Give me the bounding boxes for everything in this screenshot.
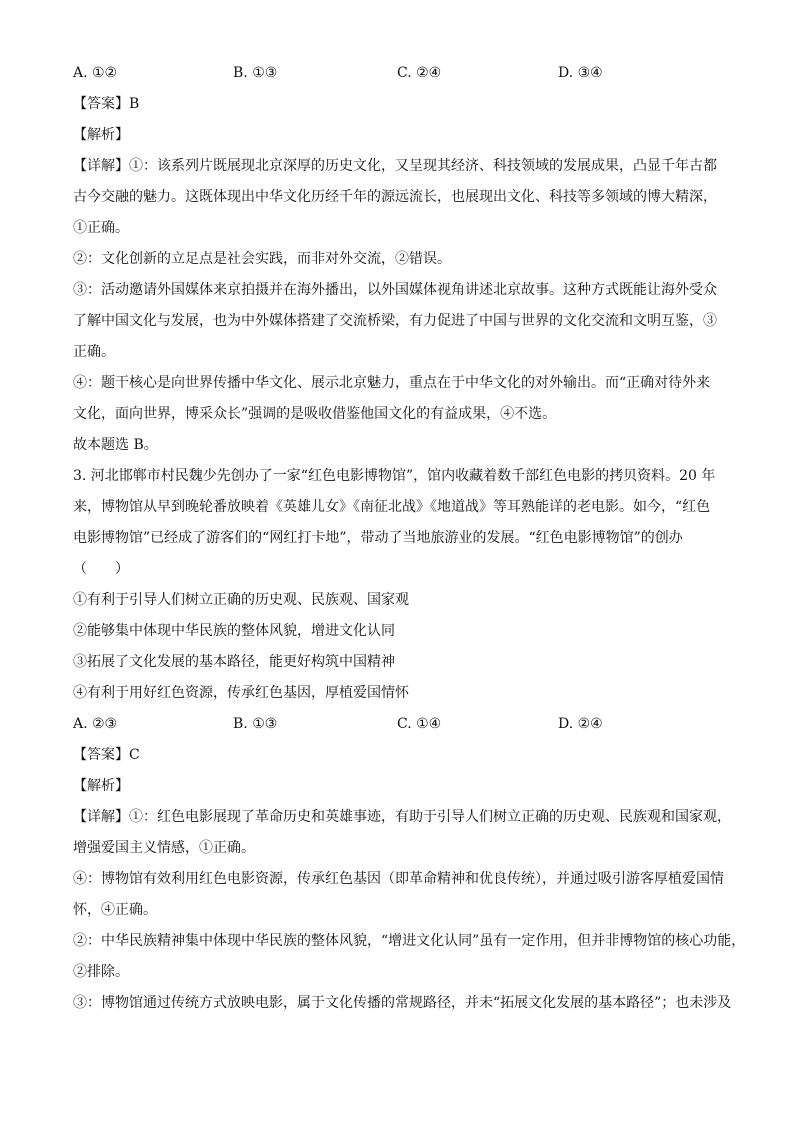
q3-option-d: D. ②④ bbox=[558, 716, 603, 732]
q3-stem-blank: （ ） bbox=[73, 561, 129, 577]
q3-statement: ③拓展了文化发展的基本路径，能更好构筑中国精神 bbox=[73, 654, 395, 670]
q2-detail-line: 正确。 bbox=[73, 344, 115, 360]
q3-statement: ②能够集中体现中华民族的整体风貌，增进文化认同 bbox=[73, 623, 395, 639]
q2-detail-line: 了解中国文化与发展，也为中外媒体搭建了交流桥梁，有力促进了中国与世界的文化交流和文明互鉴，③ bbox=[73, 313, 717, 329]
q2-detail-line: 文化，面向世界，博采众长”强调的是吸收借鉴他国文化的有益成果，④不选。 bbox=[73, 406, 557, 422]
q2-analysis-tag: 【解析】 bbox=[73, 127, 129, 143]
q2-detail-line: ②：文化创新的立足点是社会实践，而非对外交流，②错误。 bbox=[73, 251, 451, 267]
q2-detail-line: 【详解】①：该系列片既展现北京深厚的历史文化，又呈现其经济、科技领域的发展成果，凸显千年古都 bbox=[73, 158, 717, 174]
q3-detail-line: ②排除。 bbox=[73, 964, 129, 980]
q2-conclusion: 故本题选 B。 bbox=[73, 437, 158, 453]
detail-tag: 【详解】 bbox=[73, 158, 129, 174]
q3-detail-line: 增强爱国主义情感，①正确。 bbox=[73, 840, 255, 856]
q3-detail-line: ②：中华民族精神集中体现中华民族的整体风貌，“增进文化认同”虽有一定作用，但并非博物馆的核心功能， bbox=[73, 933, 746, 949]
answer-value: B bbox=[129, 96, 140, 112]
q3-detail-line: ③：博物馆通过传统方式放映电影，属于文化传播的常规路径，并未“拓展文化发展的基本路径”；也未涉及 bbox=[73, 995, 732, 1011]
q2-detail-line: ④：题干核心是向世界传播中华文化、展示北京魅力，重点在于中华文化的对外输出。而“正确对待外来 bbox=[73, 375, 711, 391]
q2-detail-line: 古今交融的魅力。这既体现出中华文化历经千年的源远流长，也展现出文化、科技等多领域的博大精深， bbox=[73, 189, 717, 205]
q3-option-b: B. ①③ bbox=[233, 716, 278, 732]
answer-tag: 【答案】 bbox=[73, 96, 129, 112]
q3-stem-line: 3. 河北邯郸市村民魏少先创办了一家“红色电影博物馆”，馆内收藏着数千部红色电影的拷贝资料。20 年 bbox=[73, 468, 716, 484]
q2-option-c: C. ②④ bbox=[397, 65, 442, 81]
q3-stem-line: 电影博物馆”已经成了游客们的“网红打卡地”，带动了当地旅游业的发展。“红色电影博物馆”的创办 bbox=[73, 530, 683, 546]
q3-answer bbox=[73, 740, 733, 771]
q3-stem-line: 来，博物馆从早到晚轮番放映着《英雄儿女》《南征北战》《地道战》等耳熟能详的老电影。如今，“红色 bbox=[73, 499, 711, 515]
q3-statement: ④有利于用好红色资源，传承红色基因，厚植爱国情怀 bbox=[73, 685, 409, 701]
q3-option-c: C. ①④ bbox=[397, 716, 442, 732]
q2-option-b: B. ①③ bbox=[233, 65, 278, 81]
q3-detail-line: ④：博物馆有效利用红色电影资源，传承红色基因（即革命精神和优良传统），并通过吸引游客厚植爱国情 bbox=[73, 871, 724, 887]
document-page bbox=[73, 58, 746, 1019]
q2-options bbox=[73, 58, 733, 89]
q3-detail-line: 怀，④正确。 bbox=[73, 902, 157, 918]
q3-analysis-tag: 【解析】 bbox=[73, 778, 129, 794]
q3-options bbox=[73, 709, 733, 740]
q2-answer bbox=[73, 89, 733, 120]
q3-statement: ①有利于引导人们树立正确的历史观、民族观、国家观 bbox=[73, 592, 409, 608]
answer-value: C bbox=[129, 747, 140, 763]
q2-option-d: D. ③④ bbox=[558, 65, 603, 81]
answer-tag: 【答案】 bbox=[73, 747, 129, 763]
q3-option-a: A. ②③ bbox=[73, 716, 118, 732]
q3-detail-line: 【详解】①：红色电影展现了革命历史和英雄事迹，有助于引导人们树立正确的历史观、民族观和国家观， bbox=[73, 809, 731, 825]
q2-detail-line: ③：活动邀请外国媒体来京拍摄并在海外播出，以外国媒体视角讲述北京故事。这种方式既能让海外受众 bbox=[73, 282, 717, 298]
q2-detail-line: ①正确。 bbox=[73, 220, 129, 236]
q2-option-a: A. ①② bbox=[73, 65, 118, 81]
detail-tag: 【详解】 bbox=[73, 809, 129, 825]
